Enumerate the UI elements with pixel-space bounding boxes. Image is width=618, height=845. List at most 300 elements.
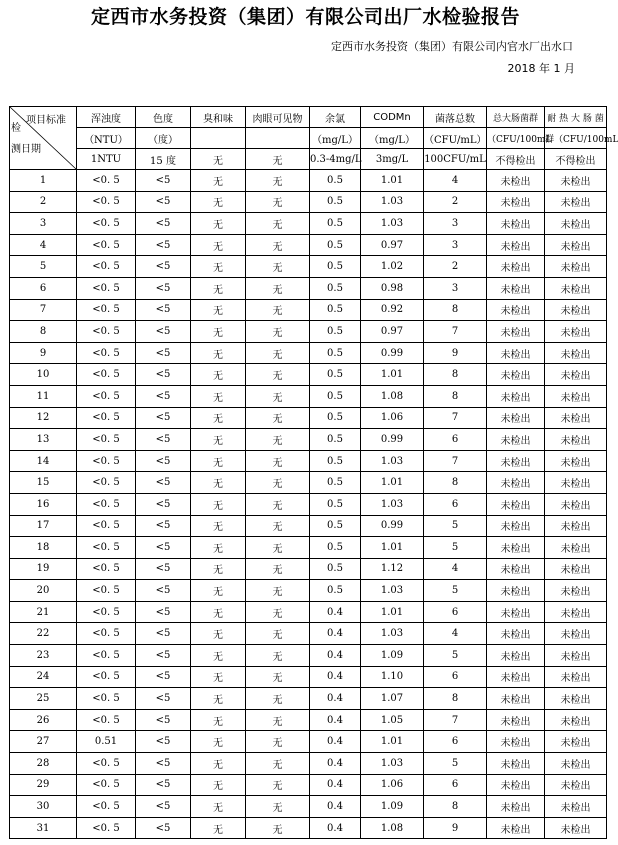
row-value-cell: 未检出 [487, 277, 545, 299]
col-header-standard: 无 [191, 149, 246, 170]
row-value-cell: 无 [191, 407, 246, 429]
row-value-cell: <0. 5 [77, 688, 136, 710]
row-value-cell: 无 [191, 277, 246, 299]
row-value-cell: 无 [191, 753, 246, 775]
row-value-cell: 5 [424, 580, 487, 602]
row-value-cell: 无 [191, 342, 246, 364]
table-row [10, 753, 607, 775]
table-row [10, 515, 607, 537]
row-date-cell: 14 [10, 450, 77, 472]
row-date-cell: 9 [10, 342, 77, 364]
row-date-cell: 5 [10, 256, 77, 278]
col-header-standard: 1NTU [77, 149, 136, 170]
row-date-cell: 2 [10, 191, 77, 213]
row-value-cell: <5 [136, 407, 191, 429]
row-value-cell: 无 [246, 623, 310, 645]
corner-left-label-1: 检 [11, 123, 21, 134]
row-value-cell: 未检出 [487, 342, 545, 364]
row-value-cell: 0.99 [361, 429, 424, 451]
row-value-cell: <0. 5 [77, 774, 136, 796]
row-value-cell: <5 [136, 601, 191, 623]
row-value-cell: 未检出 [545, 321, 607, 343]
row-value-cell: 6 [424, 731, 487, 753]
row-value-cell: 未检出 [545, 299, 607, 321]
row-value-cell: 0.5 [310, 558, 361, 580]
row-value-cell: 无 [246, 170, 310, 192]
row-value-cell: 无 [246, 213, 310, 235]
row-value-cell: <0. 5 [77, 429, 136, 451]
row-value-cell: <5 [136, 580, 191, 602]
col-header-unit: （mg/L） [361, 128, 424, 149]
row-date-cell: 8 [10, 321, 77, 343]
row-value-cell: 无 [246, 429, 310, 451]
row-value-cell: 1.02 [361, 256, 424, 278]
inspection-table [9, 106, 618, 839]
row-value-cell: 1.01 [361, 537, 424, 559]
row-value-cell: 未检出 [545, 601, 607, 623]
row-value-cell: 0.4 [310, 645, 361, 667]
row-value-cell: 未检出 [545, 688, 607, 710]
row-value-cell: 6 [424, 774, 487, 796]
row-value-cell: 无 [191, 817, 246, 839]
row-date-cell: 20 [10, 580, 77, 602]
table-row [10, 299, 607, 321]
row-value-cell: 1.05 [361, 709, 424, 731]
row-value-cell: <5 [136, 299, 191, 321]
row-value-cell: 1.03 [361, 580, 424, 602]
row-value-cell: <5 [136, 472, 191, 494]
row-value-cell: <0. 5 [77, 796, 136, 818]
row-date-cell: 10 [10, 364, 77, 386]
row-value-cell: 无 [191, 580, 246, 602]
row-value-cell: 1.03 [361, 493, 424, 515]
row-value-cell: 未检出 [487, 558, 545, 580]
row-value-cell: 1.01 [361, 170, 424, 192]
row-value-cell: 无 [246, 277, 310, 299]
row-value-cell: 1.09 [361, 645, 424, 667]
col-header-standard: 无 [246, 149, 310, 170]
row-value-cell: 无 [191, 429, 246, 451]
row-value-cell: 6 [424, 601, 487, 623]
row-value-cell: <5 [136, 817, 191, 839]
row-value-cell: 未检出 [545, 385, 607, 407]
col-header-unit: （CFU/mL） [424, 128, 487, 149]
row-value-cell: <5 [136, 170, 191, 192]
row-date-cell: 24 [10, 666, 77, 688]
row-value-cell: 8 [424, 299, 487, 321]
col-header-name: 耐 热 大 肠 菌 [545, 107, 607, 128]
row-value-cell: 未检出 [487, 256, 545, 278]
row-value-cell: 未检出 [487, 385, 545, 407]
row-value-cell: 未检出 [487, 472, 545, 494]
row-value-cell: 未检出 [487, 364, 545, 386]
row-value-cell: 0.5 [310, 385, 361, 407]
row-value-cell: 0.5 [310, 342, 361, 364]
row-value-cell: 无 [191, 558, 246, 580]
row-value-cell: 未检出 [545, 472, 607, 494]
row-value-cell: 无 [191, 299, 246, 321]
row-date-cell: 15 [10, 472, 77, 494]
row-value-cell: 未检出 [545, 364, 607, 386]
row-value-cell: 0.92 [361, 299, 424, 321]
row-value-cell: 无 [246, 515, 310, 537]
row-value-cell: 无 [246, 731, 310, 753]
col-header-unit: （mg/L） [310, 128, 361, 149]
row-value-cell: 未检出 [487, 213, 545, 235]
table-row [10, 623, 607, 645]
row-value-cell: <0. 5 [77, 580, 136, 602]
row-value-cell: 未检出 [545, 623, 607, 645]
col-header-unit: （度） [136, 128, 191, 149]
row-value-cell: 6 [424, 493, 487, 515]
report-subtitle: 定西市水务投资（集团）有限公司内官水厂出水口 [331, 40, 573, 53]
row-value-cell: 无 [246, 234, 310, 256]
row-value-cell: 0.97 [361, 321, 424, 343]
row-value-cell: 1.01 [361, 601, 424, 623]
row-date-cell: 11 [10, 385, 77, 407]
col-header-unit [191, 128, 246, 149]
row-value-cell: 6 [424, 666, 487, 688]
row-value-cell: 无 [191, 796, 246, 818]
row-value-cell: 7 [424, 450, 487, 472]
row-value-cell: 未检出 [487, 601, 545, 623]
row-value-cell: 未检出 [545, 277, 607, 299]
row-value-cell: 6 [424, 429, 487, 451]
row-value-cell: 0.5 [310, 256, 361, 278]
row-value-cell: 0.4 [310, 753, 361, 775]
table-row [10, 537, 607, 559]
col-header-standard: 不得检出 [487, 149, 545, 170]
corner-item-label: 项目标准 [26, 115, 66, 126]
row-value-cell: 无 [191, 666, 246, 688]
table-row [10, 645, 607, 667]
row-value-cell: <0. 5 [77, 450, 136, 472]
row-value-cell: 未检出 [487, 666, 545, 688]
row-date-cell: 18 [10, 537, 77, 559]
table-row [10, 493, 607, 515]
row-value-cell: 1.01 [361, 472, 424, 494]
row-value-cell: 4 [424, 558, 487, 580]
row-value-cell: 0.98 [361, 277, 424, 299]
row-value-cell: 无 [191, 709, 246, 731]
row-value-cell: 0.4 [310, 666, 361, 688]
row-value-cell: 无 [191, 472, 246, 494]
row-value-cell: 0.5 [310, 364, 361, 386]
row-value-cell: 无 [246, 817, 310, 839]
row-value-cell: <5 [136, 623, 191, 645]
row-value-cell: 未检出 [487, 753, 545, 775]
row-value-cell: 0.5 [310, 299, 361, 321]
row-value-cell: 0.4 [310, 688, 361, 710]
table-row [10, 407, 607, 429]
row-value-cell: 未检出 [545, 256, 607, 278]
row-value-cell: <0. 5 [77, 515, 136, 537]
table-row [10, 170, 607, 192]
row-value-cell: 未检出 [545, 493, 607, 515]
row-value-cell: 无 [246, 537, 310, 559]
row-value-cell: 0.5 [310, 234, 361, 256]
row-value-cell: <0. 5 [77, 817, 136, 839]
row-value-cell: 1.12 [361, 558, 424, 580]
row-value-cell: <5 [136, 450, 191, 472]
row-value-cell: 无 [191, 234, 246, 256]
row-value-cell: 3 [424, 213, 487, 235]
row-value-cell: 未检出 [487, 709, 545, 731]
col-header-name: 菌落总数 [424, 107, 487, 128]
row-value-cell: 0.5 [310, 277, 361, 299]
row-value-cell: <0. 5 [77, 170, 136, 192]
row-value-cell: <5 [136, 234, 191, 256]
row-value-cell: <5 [136, 753, 191, 775]
row-value-cell: <0. 5 [77, 234, 136, 256]
row-value-cell: 0.4 [310, 601, 361, 623]
table-row [10, 429, 607, 451]
row-value-cell: 未检出 [545, 170, 607, 192]
row-value-cell: 3 [424, 234, 487, 256]
row-value-cell: <5 [136, 191, 191, 213]
col-header-unit: （CFU/100mL [487, 128, 545, 149]
row-date-cell: 12 [10, 407, 77, 429]
row-value-cell: 8 [424, 385, 487, 407]
row-value-cell: 未检出 [487, 299, 545, 321]
row-value-cell: 无 [246, 580, 310, 602]
row-value-cell: 未检出 [545, 817, 607, 839]
row-date-cell: 13 [10, 429, 77, 451]
row-value-cell: 无 [191, 515, 246, 537]
row-date-cell: 4 [10, 234, 77, 256]
col-header-standard: 3mg/L [361, 149, 424, 170]
report-date: 2018 年 1 月 [507, 62, 575, 75]
row-value-cell: 无 [246, 666, 310, 688]
row-value-cell: 8 [424, 688, 487, 710]
row-value-cell: <0. 5 [77, 558, 136, 580]
row-value-cell: 无 [191, 537, 246, 559]
row-value-cell: 无 [191, 493, 246, 515]
col-header-name: 肉眼可见物 [246, 107, 310, 128]
row-value-cell: 0.5 [310, 450, 361, 472]
row-value-cell: <5 [136, 558, 191, 580]
row-value-cell: 0.5 [310, 407, 361, 429]
row-value-cell: 未检出 [487, 191, 545, 213]
row-value-cell: <0. 5 [77, 645, 136, 667]
row-value-cell: <0. 5 [77, 364, 136, 386]
row-value-cell: 未检出 [545, 796, 607, 818]
row-value-cell: 0.99 [361, 515, 424, 537]
col-header-standard: 100CFU/mL [424, 149, 487, 170]
col-header-name: 浑浊度 [77, 107, 136, 128]
row-value-cell: <0. 5 [77, 493, 136, 515]
row-value-cell: 未检出 [487, 493, 545, 515]
row-value-cell: 无 [191, 364, 246, 386]
row-value-cell: 0.5 [310, 493, 361, 515]
row-value-cell: 0.5 [310, 515, 361, 537]
row-value-cell: <5 [136, 342, 191, 364]
row-value-cell: 未检出 [545, 666, 607, 688]
row-value-cell: <5 [136, 321, 191, 343]
row-value-cell: 无 [191, 731, 246, 753]
row-value-cell: 无 [246, 385, 310, 407]
row-value-cell: <0. 5 [77, 537, 136, 559]
table-row [10, 450, 607, 472]
row-value-cell: 0.97 [361, 234, 424, 256]
row-value-cell: 未检出 [545, 558, 607, 580]
row-date-cell: 1 [10, 170, 77, 192]
table-row [10, 234, 607, 256]
row-value-cell: 1.01 [361, 364, 424, 386]
row-value-cell: 无 [246, 299, 310, 321]
row-value-cell: 1.03 [361, 450, 424, 472]
row-value-cell: 0.5 [310, 191, 361, 213]
row-value-cell: 未检出 [545, 731, 607, 753]
row-value-cell: 未检出 [545, 407, 607, 429]
row-value-cell: 0.5 [310, 537, 361, 559]
row-value-cell: <0. 5 [77, 277, 136, 299]
row-value-cell: 0.4 [310, 731, 361, 753]
row-value-cell: 未检出 [545, 191, 607, 213]
row-value-cell: 未检出 [487, 731, 545, 753]
col-header-standard: 不得检出 [545, 149, 607, 170]
row-value-cell: 未检出 [487, 645, 545, 667]
row-date-cell: 25 [10, 688, 77, 710]
row-value-cell: 未检出 [545, 645, 607, 667]
table-row [10, 580, 607, 602]
row-value-cell: 无 [191, 321, 246, 343]
row-value-cell: 0.5 [310, 213, 361, 235]
table-row [10, 666, 607, 688]
row-value-cell: 无 [246, 321, 310, 343]
row-date-cell: 23 [10, 645, 77, 667]
row-value-cell: 7 [424, 321, 487, 343]
row-value-cell: 未检出 [487, 407, 545, 429]
table-row [10, 601, 607, 623]
row-value-cell: 1.07 [361, 688, 424, 710]
row-value-cell: <0. 5 [77, 407, 136, 429]
row-value-cell: 0.99 [361, 342, 424, 364]
row-value-cell: 无 [246, 558, 310, 580]
table-row [10, 709, 607, 731]
row-value-cell: 无 [191, 688, 246, 710]
row-value-cell: 1.03 [361, 191, 424, 213]
row-value-cell: 0.4 [310, 796, 361, 818]
row-value-cell: <5 [136, 364, 191, 386]
row-value-cell: <5 [136, 688, 191, 710]
row-value-cell: <5 [136, 796, 191, 818]
table-body [10, 170, 607, 839]
row-value-cell: 无 [246, 645, 310, 667]
row-value-cell: <5 [136, 213, 191, 235]
row-value-cell: 未检出 [545, 213, 607, 235]
row-value-cell: 无 [191, 170, 246, 192]
row-value-cell: 无 [191, 601, 246, 623]
row-value-cell: 无 [191, 385, 246, 407]
row-value-cell: 2 [424, 256, 487, 278]
row-date-cell: 3 [10, 213, 77, 235]
row-value-cell: 无 [246, 450, 310, 472]
row-value-cell: 0.5 [310, 321, 361, 343]
row-value-cell: <0. 5 [77, 666, 136, 688]
row-date-cell: 7 [10, 299, 77, 321]
col-header-name: 余氯 [310, 107, 361, 128]
row-value-cell: 1.10 [361, 666, 424, 688]
table-row [10, 364, 607, 386]
row-value-cell: <0. 5 [77, 342, 136, 364]
row-value-cell: 未检出 [487, 623, 545, 645]
row-value-cell: <5 [136, 645, 191, 667]
table-row [10, 774, 607, 796]
col-header-standard: 15 度 [136, 149, 191, 170]
row-value-cell: <0. 5 [77, 321, 136, 343]
row-value-cell: 1.01 [361, 731, 424, 753]
row-value-cell: 0.5 [310, 170, 361, 192]
row-value-cell: 无 [246, 191, 310, 213]
row-value-cell: <5 [136, 493, 191, 515]
col-header-standard: 0.3-4mg/L [310, 149, 361, 170]
row-value-cell: 1.06 [361, 774, 424, 796]
row-value-cell: <5 [136, 515, 191, 537]
row-value-cell: 1.06 [361, 407, 424, 429]
row-value-cell: 8 [424, 364, 487, 386]
row-date-cell: 19 [10, 558, 77, 580]
col-header-name: 总大肠菌群 [487, 107, 545, 128]
row-value-cell: <0. 5 [77, 213, 136, 235]
row-value-cell: <0. 5 [77, 472, 136, 494]
row-value-cell: 0.4 [310, 709, 361, 731]
row-value-cell: 3 [424, 277, 487, 299]
col-header-name: CODMn [361, 107, 424, 128]
row-value-cell: 无 [191, 774, 246, 796]
row-value-cell: 4 [424, 170, 487, 192]
row-value-cell: 未检出 [487, 450, 545, 472]
row-value-cell: 无 [246, 493, 310, 515]
corner-left-label-2: 测日期 [11, 144, 41, 155]
row-value-cell: <0. 5 [77, 753, 136, 775]
row-value-cell: <5 [136, 709, 191, 731]
row-value-cell: 未检出 [487, 817, 545, 839]
table-row [10, 213, 607, 235]
row-value-cell: <0. 5 [77, 601, 136, 623]
row-value-cell: <0. 5 [77, 299, 136, 321]
row-value-cell: 未检出 [545, 515, 607, 537]
row-value-cell: 0.4 [310, 817, 361, 839]
row-value-cell: 无 [246, 364, 310, 386]
row-value-cell: <0. 5 [77, 385, 136, 407]
row-value-cell: 0.5 [310, 429, 361, 451]
row-date-cell: 16 [10, 493, 77, 515]
table-row [10, 817, 607, 839]
row-value-cell: 无 [246, 342, 310, 364]
col-header-name: 臭和味 [191, 107, 246, 128]
row-value-cell: 1.08 [361, 385, 424, 407]
table-row [10, 385, 607, 407]
row-date-cell: 27 [10, 731, 77, 753]
col-header-unit [246, 128, 310, 149]
row-value-cell: 未检出 [545, 429, 607, 451]
col-header-unit: （NTU） [77, 128, 136, 149]
row-value-cell: 无 [246, 256, 310, 278]
row-value-cell: 未检出 [487, 234, 545, 256]
row-value-cell: 5 [424, 645, 487, 667]
row-value-cell: 无 [246, 688, 310, 710]
row-value-cell: 未检出 [545, 709, 607, 731]
row-date-cell: 30 [10, 796, 77, 818]
row-value-cell: <0. 5 [77, 709, 136, 731]
row-value-cell: <5 [136, 731, 191, 753]
row-value-cell: 无 [191, 623, 246, 645]
row-date-cell: 31 [10, 817, 77, 839]
table-row [10, 558, 607, 580]
report-title: 定西市水务投资（集团）有限公司出厂水检验报告 [90, 6, 520, 28]
table-row [10, 688, 607, 710]
